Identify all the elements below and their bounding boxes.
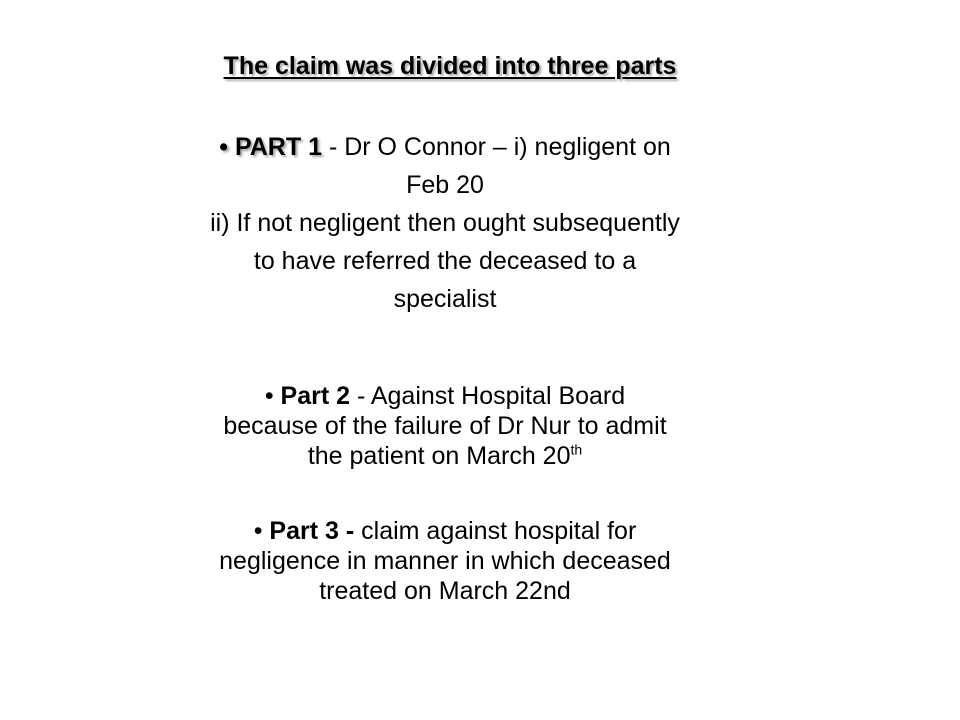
part1-line-3: ii) If not negligent then ought subsequently — [210, 209, 680, 237]
part2-text: - Against Hospital Board — [350, 382, 626, 410]
bullet-icon: • — [253, 517, 263, 545]
part3-line-2: negligence in manner in which deceased — [219, 547, 671, 575]
part1-line-1 — [130, 128, 760, 166]
part1-label: PART 1 — [234, 133, 322, 161]
part2-line-1 — [130, 381, 760, 411]
part2-line-3 — [130, 441, 760, 471]
part1-text: - Dr O Connor – i) negligent on — [322, 133, 671, 161]
ordinal-suffix: th — [570, 441, 583, 458]
part1-line-5: specialist — [393, 285, 497, 313]
part2-line-3-text: the patient on March 20 — [307, 442, 571, 470]
bullet-icon: • — [264, 382, 274, 410]
part3-label: Part 3 - — [269, 517, 355, 545]
part3-line-3: treated on March 22nd — [319, 577, 571, 605]
part1-line-4: to have referred the deceased to a — [253, 247, 637, 275]
part1-bullet — [130, 128, 760, 318]
part2-label: Part 2 — [280, 382, 351, 410]
part2-line-2: because of the failure of Dr Nur to admit — [223, 412, 667, 440]
part3-bullet — [130, 516, 760, 606]
slide-title: The claim was divided into three parts — [223, 52, 677, 80]
bullet-icon: • — [219, 133, 228, 161]
part2-bullet — [130, 381, 760, 471]
part3-text: claim against hospital for — [354, 517, 637, 545]
part3-line-1 — [130, 516, 760, 546]
part1-line-2: Feb 20 — [406, 171, 484, 199]
